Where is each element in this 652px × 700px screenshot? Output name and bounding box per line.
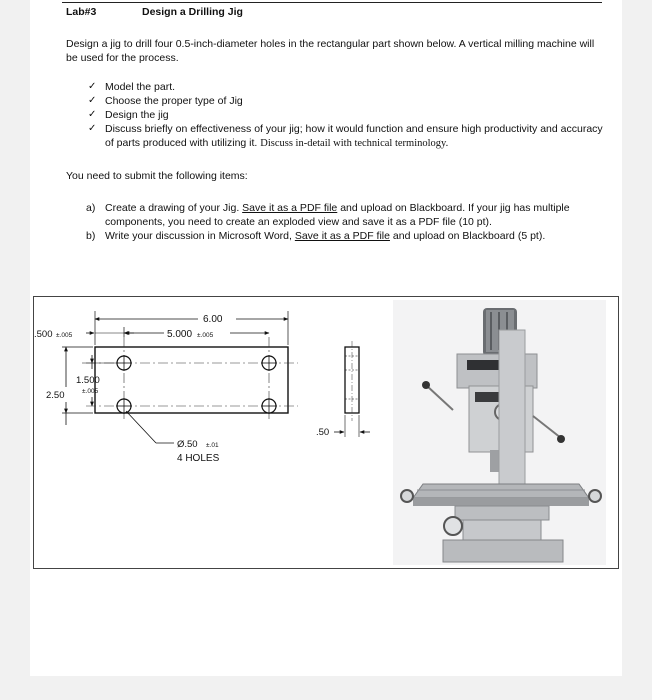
dim-vertical-spacing: 1.500 — [76, 375, 100, 386]
task-checklist — [88, 80, 608, 151]
save-pdf-link[interactable]: Save it as a PDF file — [294, 230, 390, 242]
vertical-milling-machine-icon — [393, 300, 606, 565]
dim-vertical-spacing-tol: ±.005 — [82, 388, 99, 395]
hole-count-callout: 4 HOLES — [177, 453, 220, 464]
lab-number: Lab#3 — [66, 6, 97, 18]
hole — [261, 355, 277, 371]
hole-diameter-callout: Ø.50 — [177, 439, 198, 450]
part-drawing — [34, 297, 384, 567]
submission-item: a) Create a drawing of your Jig. Save it as a PDF file and upload on Blackboard. If your jig has multiple components, you need to create an exploded view and save it as a PDF file (10 pt). — [86, 202, 570, 228]
submit-intro: You need to submit the following items: — [66, 170, 248, 182]
check-icon: ✓ — [88, 81, 97, 92]
check-icon: ✓ — [88, 95, 97, 106]
checklist-item: ✓ Choose the proper type of Jig — [88, 95, 243, 107]
lab-title: Design a Drilling Jig — [142, 6, 243, 18]
viewer-frame-bottom — [0, 676, 652, 700]
check-icon: ✓ — [88, 123, 97, 134]
dim-hole-spacing-tol: ±.005 — [197, 332, 214, 339]
hole — [116, 355, 132, 371]
submission-item: b) Write your discussion in Microsoft Word, Save it as a PDF file and upload on Blackboard (5 pt). — [86, 230, 546, 242]
checklist-item: ✓ Design the jig — [88, 109, 169, 121]
dim-edge-offset-tol: ±.005 — [56, 332, 73, 339]
dim-thickness: .50 — [316, 427, 330, 438]
dim-hole-spacing: 5.000 — [167, 329, 193, 340]
hole — [116, 398, 132, 414]
checklist-item: ✓ Discuss briefly on effectiveness of your jig; how it would function and ensure high productivity and accuracy of parts produced with utilizing it. Discuss in-detail with technical terminology. — [88, 123, 603, 149]
check-icon: ✓ — [88, 109, 97, 120]
item-marker: a) — [86, 202, 96, 214]
item-marker: b) — [86, 230, 96, 242]
save-pdf-link[interactable]: Save it as a PDF file — [242, 202, 338, 214]
checklist-extra-text: Discuss in-detail with technical terminology. — [260, 138, 449, 149]
viewer-frame-right — [622, 0, 652, 700]
side-view — [316, 341, 370, 438]
intro-paragraph: Design a jig to drill four 0.5-inch-diameter holes in the rectangular part shown below. A vertical milling machine will be used for the process. — [66, 38, 595, 64]
dim-height: 2.50 — [46, 390, 65, 401]
viewer-frame-left — [0, 0, 30, 700]
hole — [261, 398, 277, 414]
submission-list — [86, 201, 606, 243]
dim-overall-length: 6.00 — [203, 314, 223, 325]
header-rule — [62, 2, 602, 3]
hole-diameter-tol: ±.01 — [206, 442, 219, 449]
checklist-item: ✓ Model the part. — [88, 81, 176, 93]
dim-edge-offset: .500 — [34, 329, 53, 340]
